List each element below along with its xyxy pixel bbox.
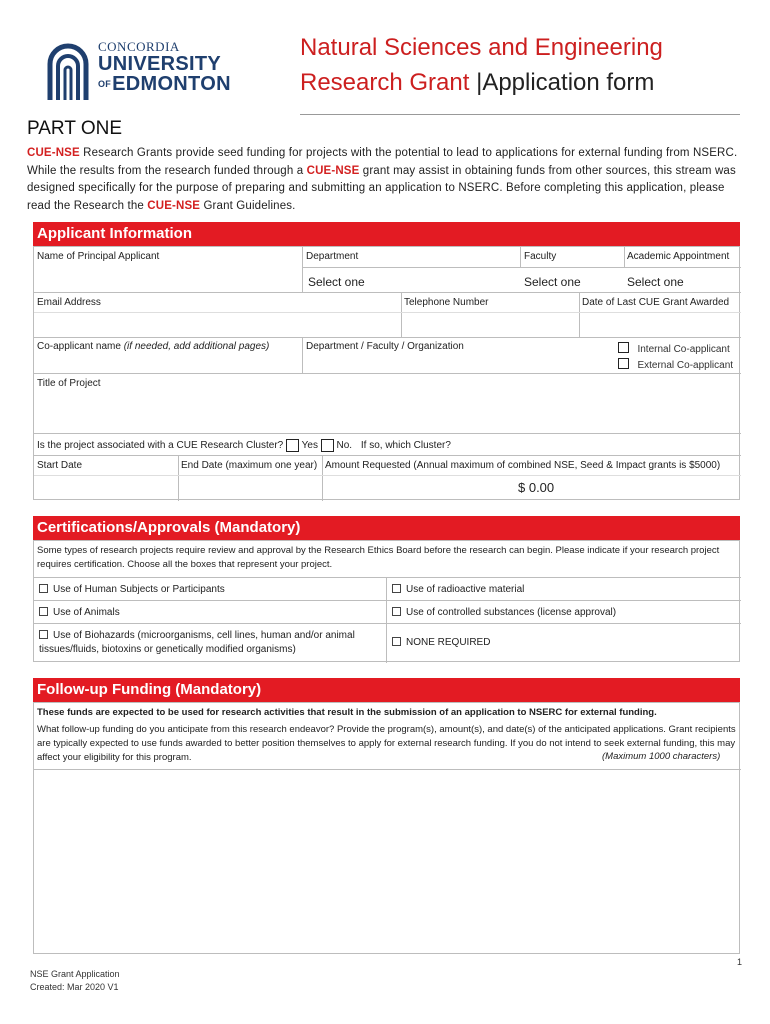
dept-fac-org-label: Department / Faculty / Organization <box>306 341 464 352</box>
yes-label: Yes <box>301 440 318 452</box>
appointment-label: Academic Appointment <box>627 251 730 262</box>
program-tag: CUE-NSE <box>27 147 80 159</box>
principal-applicant-label: Name of Principal Applicant <box>37 251 160 262</box>
page-number: 1 <box>737 957 743 967</box>
checkbox[interactable] <box>392 637 401 646</box>
start-date-label: Start Date <box>37 460 83 471</box>
cluster-yes-checkbox[interactable] <box>286 439 299 452</box>
title-divider <box>300 114 740 115</box>
intro-text-3: Grant Guidelines. <box>200 199 296 212</box>
cert-option-radioactive[interactable] <box>392 584 524 595</box>
title-line-1: Natural Sciences and Engineering <box>300 34 663 61</box>
arch-logo-icon <box>46 40 90 100</box>
cert-option-biohazards[interactable] <box>39 629 379 657</box>
appointment-select[interactable]: Select one <box>627 275 684 289</box>
project-title-input[interactable] <box>34 393 741 433</box>
intro-text-2: grant may assist in obtaining funds from other sources, this stream was designed specifically for the purpose of preparing and submitting an application to NSERC. Before completing this application, please read the Research the <box>27 164 736 212</box>
intro-text-1: Research Grants provide seed funding for projects with the potential to lead to applications for external funding from NSERC. While the results from the research funded through a <box>27 147 738 177</box>
applicant-info-grid <box>33 246 740 500</box>
cert-option-none-required[interactable] <box>392 637 490 648</box>
certifications-box <box>33 540 740 662</box>
checkbox[interactable] <box>39 584 48 593</box>
coapplicant-hint: (if needed, add additional pages) <box>123 341 270 352</box>
internal-checkbox[interactable] <box>618 342 629 353</box>
phone-label: Telephone Number <box>404 297 489 308</box>
principal-applicant-input[interactable] <box>34 267 302 292</box>
logo-of: OF <box>98 79 112 89</box>
cert-label: Use of controlled substances (license approval) <box>406 607 617 618</box>
followup-box <box>33 702 740 954</box>
email-label: Email Address <box>37 297 101 308</box>
external-checkbox[interactable] <box>618 358 629 369</box>
cluster-no-checkbox[interactable] <box>321 439 334 452</box>
which-cluster-label: If so, which Cluster? <box>360 440 451 452</box>
external-coapplicant-option[interactable] <box>618 355 733 373</box>
footer <box>30 968 120 994</box>
cert-label: NONE REQUIRED <box>406 637 491 648</box>
part-heading: PART ONE <box>27 118 123 139</box>
last-grant-label: Date of Last CUE Grant Awarded <box>582 297 730 308</box>
intro-paragraph <box>27 145 745 215</box>
amount-requested-input[interactable]: $ 0.00 <box>518 480 555 495</box>
title-line-2-red: Research Grant <box>300 69 470 96</box>
last-grant-input[interactable] <box>580 312 741 337</box>
certifications-section-heading: Certifications/Approvals (Mandatory) <box>33 516 740 540</box>
followup-text-area[interactable] <box>36 771 737 951</box>
phone-input[interactable] <box>402 312 579 337</box>
program-tag: CUE-NSE <box>147 199 201 212</box>
university-logo <box>40 36 230 110</box>
certifications-description: Some types of research projects require review and approval by the Research Ethics Board before the research can begin. Please indicate if your research project requires certification. Choose all the boxes that represent your project. <box>37 545 720 570</box>
program-tag: CUE-NSE <box>306 164 360 177</box>
followup-question: What follow-up funding do you anticipate from this research endeavor? Provide the program(s), amount(s), and date(s) of the anticipated applications. Grant recipients are typically expected to use funds awarded to better position themselves to apply for external research funding. If you do not intend to seek external funding, this may affect your eligibility for this program. <box>37 724 736 763</box>
amount-label: Amount Requested (Annual maximum of combined NSE, Seed & Impact grants is $5000) <box>325 460 721 471</box>
followup-section-heading: Follow-up Funding (Mandatory) <box>33 678 740 702</box>
department-select[interactable]: Select one <box>308 275 365 289</box>
start-date-input[interactable] <box>34 475 178 501</box>
cert-option-human-subjects[interactable] <box>39 584 225 595</box>
coapplicant-label-text: Co-applicant name <box>37 341 124 352</box>
department-label: Department <box>306 251 359 262</box>
logo-line-university: UNIVERSITY <box>98 53 222 75</box>
cert-option-controlled-substances[interactable] <box>392 607 616 618</box>
applicant-section-heading: Applicant Information <box>33 222 740 246</box>
cert-label: Use of Human Subjects or Participants <box>53 584 225 595</box>
title-line-2-black: |Application form <box>476 69 655 96</box>
checkbox[interactable] <box>39 630 48 639</box>
end-date-label: End Date (maximum one year) <box>181 460 318 471</box>
logo-line-concordia: CONCORDIA <box>98 39 180 54</box>
cert-label: Use of Animals <box>53 607 120 618</box>
cluster-question-row <box>37 439 451 452</box>
cluster-question: Is the project associated with a CUE Research Cluster? <box>37 440 284 452</box>
followup-bold-note: These funds are expected to be used for research activities that result in the submission of an application to NSERC for external funding. <box>37 707 657 718</box>
form-title <box>300 30 740 100</box>
max-characters-note: (Maximum 1000 characters) <box>602 751 721 762</box>
coapplicant-label <box>37 341 269 352</box>
faculty-select[interactable]: Select one <box>524 275 581 289</box>
checkbox[interactable] <box>392 584 401 593</box>
no-label: No. <box>336 440 353 452</box>
internal-label: Internal Co-applicant <box>637 344 730 355</box>
checkbox[interactable] <box>39 607 48 616</box>
cert-label: Use of Biohazards (microorganisms, cell lines, human and/or animal tissues/fluids, biotoxins or genetically modified organisms) <box>39 630 355 655</box>
end-date-input[interactable] <box>179 475 322 501</box>
footer-doc-name: NSE Grant Application <box>30 969 120 979</box>
cert-label: Use of radioactive material <box>406 584 525 595</box>
email-input[interactable] <box>34 312 401 337</box>
faculty-label: Faculty <box>524 251 557 262</box>
logo-line-edmonton: EDMONTON <box>112 73 231 95</box>
cert-option-animals[interactable] <box>39 607 120 618</box>
checkbox[interactable] <box>392 607 401 616</box>
footer-created: Created: Mar 2020 V1 <box>30 982 119 992</box>
project-title-label: Title of Project <box>37 378 101 389</box>
external-label: External Co-applicant <box>637 360 734 371</box>
